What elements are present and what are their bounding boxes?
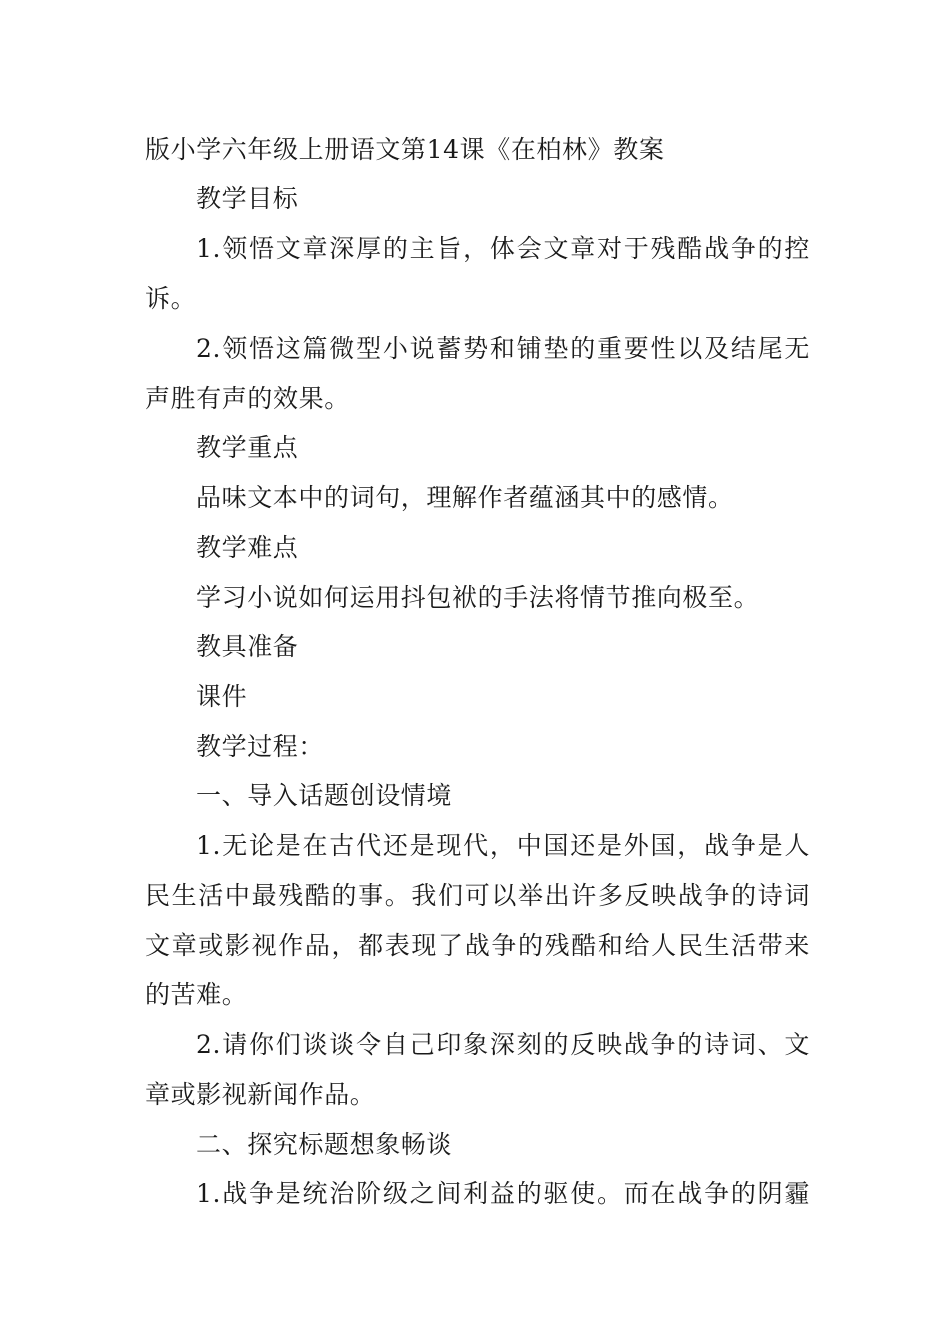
- heading-teaching-difficulty: 教学难点: [196, 533, 299, 562]
- paragraph-line: 1.无论是在古代还是现代，中国还是外国，战争是人: [196, 831, 810, 860]
- heading-teaching-focus: 教学重点: [196, 433, 299, 462]
- paragraph-line: 文章或影视作品，都表现了战争的残酷和给人民生活带来: [145, 931, 810, 960]
- paragraph-line: 学习小说如何运用抖包袱的手法将情节推向极至。: [196, 583, 760, 612]
- paragraph-line: 民生活中最残酷的事。我们可以举出许多反映战争的诗词: [145, 881, 810, 910]
- heading-teaching-aids: 教具准备: [196, 632, 299, 661]
- paragraph-line: 章或影视新闻作品。: [145, 1080, 376, 1109]
- heading-teaching-process: 教学过程：: [196, 732, 325, 761]
- paragraph-line: 的苦难。: [145, 980, 248, 1009]
- paragraph-line: 品味文本中的词句，理解作者蕴涵其中的感情。: [196, 483, 734, 512]
- section-heading-two: 二、探究标题想象畅谈: [196, 1130, 453, 1159]
- section-heading-one: 一、导入话题创设情境: [196, 781, 453, 810]
- paragraph-line: 2.请你们谈谈令自己印象深刻的反映战争的诗词、文: [196, 1030, 810, 1059]
- document-title: 版小学六年级上册语文第14课《在柏林》教案: [145, 135, 665, 164]
- paragraph-line: 2.领悟这篇微型小说蓄势和铺垫的重要性以及结尾无: [196, 334, 810, 363]
- paragraph-line: 课件: [196, 682, 248, 711]
- paragraph-line: 1.领悟文章深厚的主旨，体会文章对于残酷战争的控: [196, 234, 810, 263]
- paragraph-line: 1.战争是统治阶级之间利益的驱使。而在战争的阴霾: [196, 1179, 810, 1208]
- paragraph-line: 诉。: [145, 284, 197, 313]
- heading-teaching-objectives: 教学目标: [196, 184, 299, 213]
- paragraph-line: 声胜有声的效果。: [145, 384, 350, 413]
